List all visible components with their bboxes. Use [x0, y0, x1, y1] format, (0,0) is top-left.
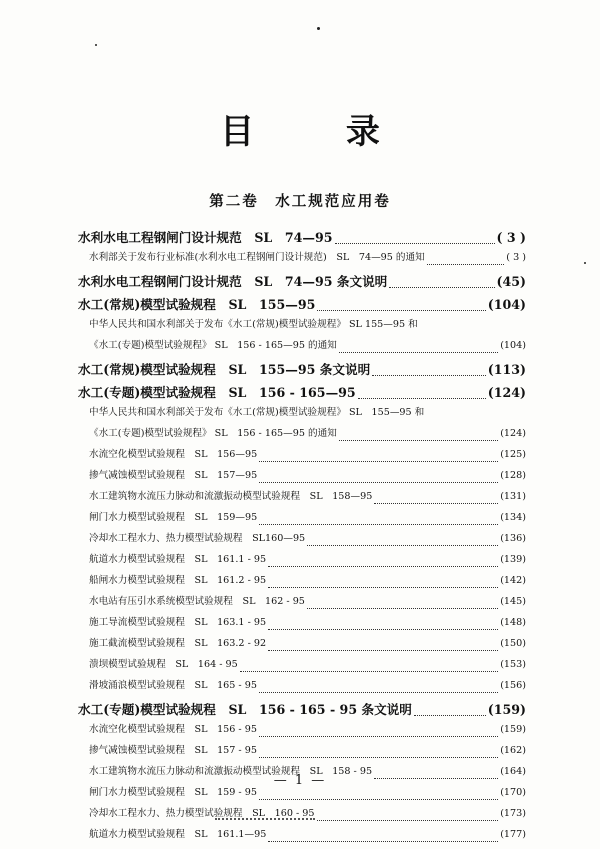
- dot-leader: [268, 629, 498, 630]
- toc-entry-sub: [78, 803, 526, 824]
- toc-entry-sub: [78, 465, 526, 486]
- toc-entry-title: 水工(专题)模型试验规程 SL 156 - 165 - 95 条文说明: [78, 702, 412, 717]
- scan-speck: [317, 27, 320, 30]
- dot-leader: [259, 524, 498, 525]
- toc-entry-sub: [78, 314, 526, 335]
- toc-entry-title: 《水工(专题)模型试验规程》 SL 156 - 165—95 的通知: [89, 428, 337, 439]
- toc-entry-page: (148): [500, 617, 526, 628]
- toc-entry-page: (164): [500, 766, 526, 777]
- toc-entry-sub: [78, 528, 526, 549]
- toc-entry-sub: [78, 247, 526, 268]
- dot-leader: [268, 587, 498, 588]
- table-of-contents: [78, 228, 526, 845]
- toc-entry-page: ( 3 ): [506, 252, 526, 263]
- toc-entry-sub: [78, 719, 526, 740]
- toc-entry-page: (124): [500, 428, 526, 439]
- toc-entry-page: (159): [500, 724, 526, 735]
- dot-leader: [427, 264, 505, 265]
- dot-leader: [268, 566, 498, 567]
- toc-entry-title: 施工导流模型试验规程 SL 163.1 - 95: [89, 617, 267, 628]
- toc-entry-title: 掺气减蚀模型试验规程 SL 157 - 95: [89, 745, 257, 756]
- dot-leader: [259, 736, 498, 737]
- toc-entry-page: (104): [487, 297, 526, 312]
- dot-leader: [307, 608, 498, 609]
- toc-entry-title: 水利水电工程钢闸门设计规范 SL 74—95 条文说明: [78, 274, 388, 289]
- toc-entry-page: (134): [500, 512, 526, 523]
- toc-entry-title: 水利部关于发布行业标准(水利水电工程钢闸门设计规范) SL 74—95 的通知: [89, 252, 425, 263]
- toc-entry-page: (153): [500, 659, 526, 670]
- dot-leader: [374, 503, 498, 504]
- toc-entry-page: (162): [500, 745, 526, 756]
- toc-entry-sub: [78, 507, 526, 528]
- dot-leader: [259, 692, 498, 693]
- toc-entry-title: 《水工(专题)模型试验规程》 SL 156 - 165—95 的通知: [89, 340, 337, 351]
- toc-entry-page: (139): [500, 554, 526, 565]
- dot-leader: [259, 482, 498, 483]
- dot-leader: [259, 757, 498, 758]
- dot-leader: [358, 398, 486, 399]
- toc-entry-main: [78, 700, 526, 719]
- toc-entry-title: 航道水力模型试验规程 SL 161.1 - 95: [89, 554, 267, 565]
- volume-subtitle: 第二卷 水工规范应用卷: [209, 193, 391, 210]
- toc-entry-page: (170): [500, 787, 526, 798]
- dot-leader: [339, 352, 498, 353]
- toc-entry-sub: [78, 570, 526, 591]
- dot-leader: [259, 799, 498, 800]
- toc-entry-page: (159): [487, 702, 526, 717]
- toc-entry-title: 水工(专题)模型试验规程 SL 156 - 165—95: [78, 385, 356, 400]
- toc-entry-title: 冷却水工程水力、热力模型试验规程 SL160—95: [89, 533, 306, 544]
- toc-entry-title: 闸门水力模型试验规程 SL 159 - 95: [89, 787, 257, 798]
- toc-entry-page: (131): [500, 491, 526, 502]
- toc-entry-page: ( 3 ): [496, 230, 526, 245]
- toc-entry-main: [78, 295, 526, 314]
- toc-entry-title: 闸门水力模型试验规程 SL 159—95: [89, 512, 258, 523]
- toc-entry-title: 水电站有压引水系统模型试验规程 SL 162 - 95: [89, 596, 305, 607]
- toc-entry-sub: [78, 402, 526, 423]
- toc-entry-sub: [78, 335, 526, 356]
- scan-speck: [95, 44, 97, 46]
- toc-entry-page: (125): [500, 449, 526, 460]
- toc-entry-sub: [78, 486, 526, 507]
- toc-entry-title: 航道水力模型试验规程 SL 161.1—95: [89, 829, 267, 840]
- toc-entry-title: 水工建筑物水流压力脉动和流激振动模型试验规程 SL 158—95: [89, 491, 373, 502]
- dot-leader: [414, 715, 486, 716]
- toc-entry-title: 冷却水工程水力、热力模型试验规程 SL 160 - 95: [89, 808, 315, 819]
- dot-leader: [307, 545, 498, 546]
- toc-entry-page: (124): [487, 385, 526, 400]
- toc-entry-sub: [78, 654, 526, 675]
- toc-entry-page: (128): [500, 470, 526, 481]
- dot-leader: [268, 650, 498, 651]
- toc-entry-main: [78, 383, 526, 402]
- dot-leader: [389, 287, 494, 288]
- toc-entry-page: (173): [500, 808, 526, 819]
- dot-leader: [335, 243, 495, 244]
- toc-entry-main: [78, 228, 526, 247]
- toc-entry-title: 水工(常规)模型试验规程 SL 155—95 条文说明: [78, 362, 371, 377]
- toc-entry-title: 水流空化模型试验规程 SL 156 - 95: [89, 724, 257, 735]
- toc-entry-title: 水工建筑物水流压力脉动和流激振动模型试验规程 SL 158 - 95: [89, 766, 373, 777]
- toc-entry-main: [78, 272, 526, 291]
- dot-leader: [339, 440, 498, 441]
- toc-entry-title: 船闸水力模型试验规程 SL 161.2 - 95: [89, 575, 267, 586]
- toc-entry-sub: [78, 591, 526, 612]
- dot-leader: [317, 310, 485, 311]
- toc-entry-title: 水利水电工程钢闸门设计规范 SL 74—95: [78, 230, 333, 245]
- scan-mark: [215, 818, 315, 820]
- toc-entry-page: (177): [500, 829, 526, 840]
- dot-leader: [240, 671, 498, 672]
- toc-entry-main: [78, 360, 526, 379]
- scan-speck: [584, 262, 586, 264]
- toc-entry-sub: [78, 549, 526, 570]
- toc-entry-sub: [78, 740, 526, 761]
- toc-entry-title: 施工截流模型试验规程 SL 163.2 - 92: [89, 638, 267, 649]
- toc-entry-page: (156): [500, 680, 526, 691]
- toc-entry-page: (150): [500, 638, 526, 649]
- toc-entry-sub: [78, 612, 526, 633]
- toc-entry-title: 水工(常规)模型试验规程 SL 155—95: [78, 297, 316, 312]
- toc-entry-title: 掺气减蚀模型试验规程 SL 157—95: [89, 470, 258, 481]
- dot-leader: [317, 820, 499, 821]
- toc-entry-title: 中华人民共和国水利部关于发布《水工(常规)模型试验规程》 SL 155—95 和: [89, 319, 418, 330]
- toc-entry-title: 滑坡涌浪模型试验规程 SL 165 - 95: [89, 680, 257, 691]
- toc-entry-sub: [78, 423, 526, 444]
- toc-entry-page: (104): [500, 340, 526, 351]
- toc-entry-page: (145): [500, 596, 526, 607]
- toc-entry-sub: [78, 633, 526, 654]
- page-number: — 1 —: [273, 773, 327, 788]
- toc-entry-page: (136): [500, 533, 526, 544]
- dot-leader: [372, 375, 486, 376]
- toc-entry-title: 中华人民共和国水利部关于发布《水工(常规)模型试验规程》 SL 155—95 和: [89, 407, 425, 418]
- toc-entry-title: 水流空化模型试验规程 SL 156—95: [89, 449, 258, 460]
- toc-entry-title: 溃坝模型试验规程 SL 164 - 95: [89, 659, 238, 670]
- toc-entry-page: (142): [500, 575, 526, 586]
- toc-entry-sub: [78, 444, 526, 465]
- toc-entry-page: (45): [496, 274, 526, 289]
- toc-entry-sub: [78, 675, 526, 696]
- dot-leader: [259, 461, 498, 462]
- page-title: 目 录: [220, 112, 420, 152]
- toc-entry-page: (113): [487, 362, 526, 377]
- toc-entry-sub: [78, 824, 526, 845]
- dot-leader: [268, 841, 498, 842]
